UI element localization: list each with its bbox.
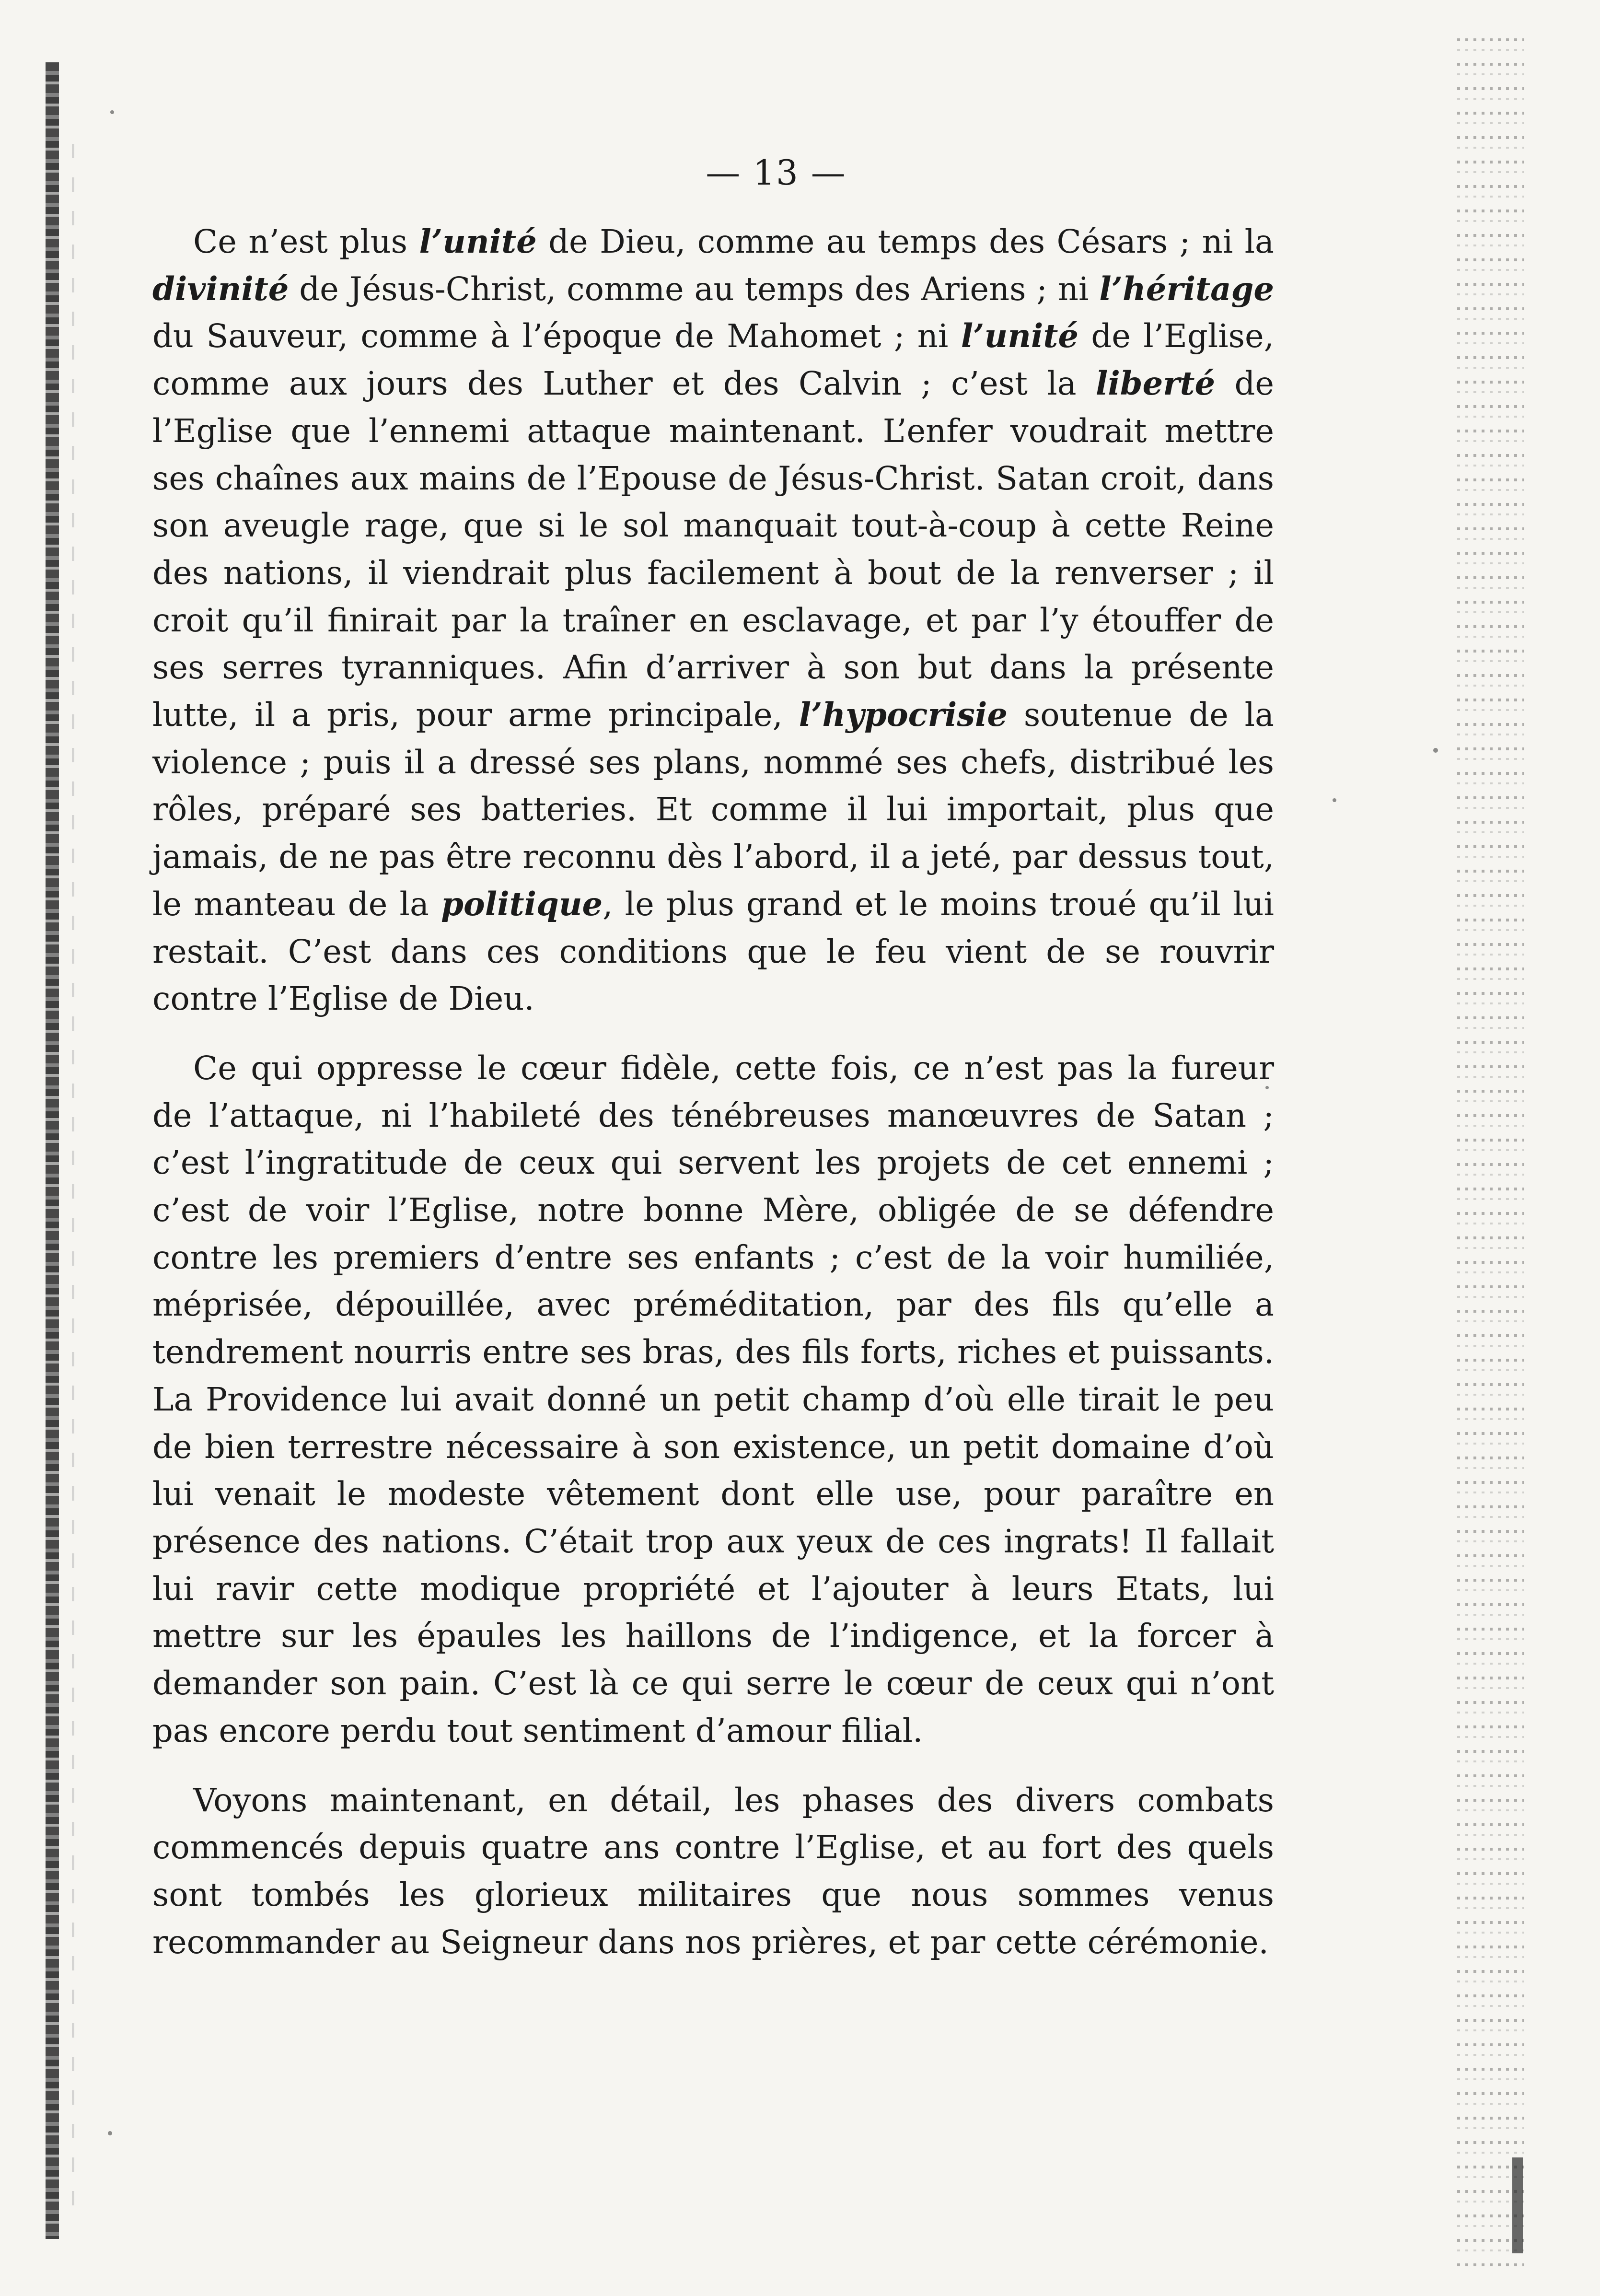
scan-speck bbox=[1333, 798, 1336, 802]
scan-speck bbox=[108, 2131, 112, 2135]
emphasized-term: l’héritage bbox=[1099, 269, 1274, 308]
emphasized-term: politique bbox=[441, 885, 603, 923]
text-run: de Dieu, comme au temps des Césars ; ni la bbox=[536, 223, 1274, 260]
paragraph-1 bbox=[152, 218, 1274, 1023]
paragraph-3 bbox=[152, 1777, 1274, 1966]
paragraph-2 bbox=[152, 1045, 1274, 1755]
page-edge-right bbox=[1457, 38, 1524, 2268]
text-run: de l’Eglise que l’ennemi attaque maintenant. L’enfer voudrait mettre ses chaînes aux mains de l’Epouse de Jésus-Christ. Satan croit, dans son aveugle rage, que si le sol manquait tout-à-coup à cette Reine des nations, il viendrait plus facilement à bout de la renverser ; il croit qu’il finirait par la traîner en esclavage, et par l’y étouffer de ses serres tyranniques. Afin d’arriver à son but dans la présente lutte, il a pris, pour arme principale, bbox=[152, 365, 1274, 734]
text-run: Ce qui oppresse le cœur fidèle, cette fois, ce n’est pas la fureur de l’attaque, ni l’habileté des ténébreuses manœuvres de Satan ; c’est l’ingratitude de ceux qui servent les projets de cet ennemi ; c’est de voir l’Eglise, notre bonne Mère, obligée de se défendre contre les premiers d’entre ses enfants ; c’est de la voir humiliée, méprisée, dépouillée, avec préméditation, par des fils qu’elle a tendrement nourris entre ses bras, des fils forts, riches et puissants. La Providence lui avait donné un petit champ d’où elle tirait le peu de bien terrestre nécessaire à son existence, un petit domaine d’où lui venait le modeste vêtement dont elle use, pour paraître en présence des nations. C’était trop aux yeux de ces ingrats! Il fallait lui ravir cette modique propriété et l’ajouter à leurs Etats, lui mettre sur les épaules les haillons de l’indigence, et la forcer à demander son pain. C’est là ce qui serre le cœur de ceux qui n’ont pas encore perdu tout sentiment d’amour filial. bbox=[152, 1049, 1274, 1749]
text-run: de Jésus-Christ, comme au temps des Ariens ; ni bbox=[289, 270, 1100, 308]
emphasized-term: l’hypocrisie bbox=[799, 696, 1008, 734]
page-edge-right-dark bbox=[1512, 2157, 1523, 2253]
text-run: Ce n’est plus bbox=[193, 223, 419, 260]
page-number: — 13 — bbox=[706, 152, 846, 193]
binding-edge-left bbox=[46, 62, 59, 2239]
scan-speck bbox=[1433, 748, 1438, 753]
text-run: du Sauveur, comme à l’époque de Mahomet ; ni bbox=[152, 317, 961, 355]
emphasized-term: divinité bbox=[152, 269, 289, 308]
emphasized-term: l’unité bbox=[961, 317, 1078, 355]
text-run: de l’Eglise, comme aux jours des Luther et des Calvin ; c’est la bbox=[152, 317, 1274, 403]
scan-speck bbox=[110, 110, 114, 114]
binding-shadow-left bbox=[72, 144, 74, 2205]
text-run: soutenue de la violence ; puis il a dressé ses plans, nommé ses chefs, distribué les rôles, préparé ses batteries. Et comme il lui importait, plus que jamais, de ne pas être reconnu dès l’abord, il a jeté, par dessus tout, le manteau de la bbox=[152, 696, 1274, 923]
body-text bbox=[152, 218, 1274, 1966]
emphasized-term: liberté bbox=[1095, 364, 1216, 403]
emphasized-term: l’unité bbox=[419, 222, 537, 260]
text-run: , le plus grand et le moins troué qu’il lui restait. C’est dans ces conditions que le feu vient de se rouvrir contre l’Eglise de Dieu. bbox=[152, 885, 1274, 1018]
text-run: Voyons maintenant, en détail, les phases des divers combats commencés depuis quatre ans contre l’Eglise, et au fort des quels sont tombés les glorieux militaires que nous sommes venus recommander au Seigneur dans nos prières, et par cette cérémonie. bbox=[152, 1781, 1274, 1961]
